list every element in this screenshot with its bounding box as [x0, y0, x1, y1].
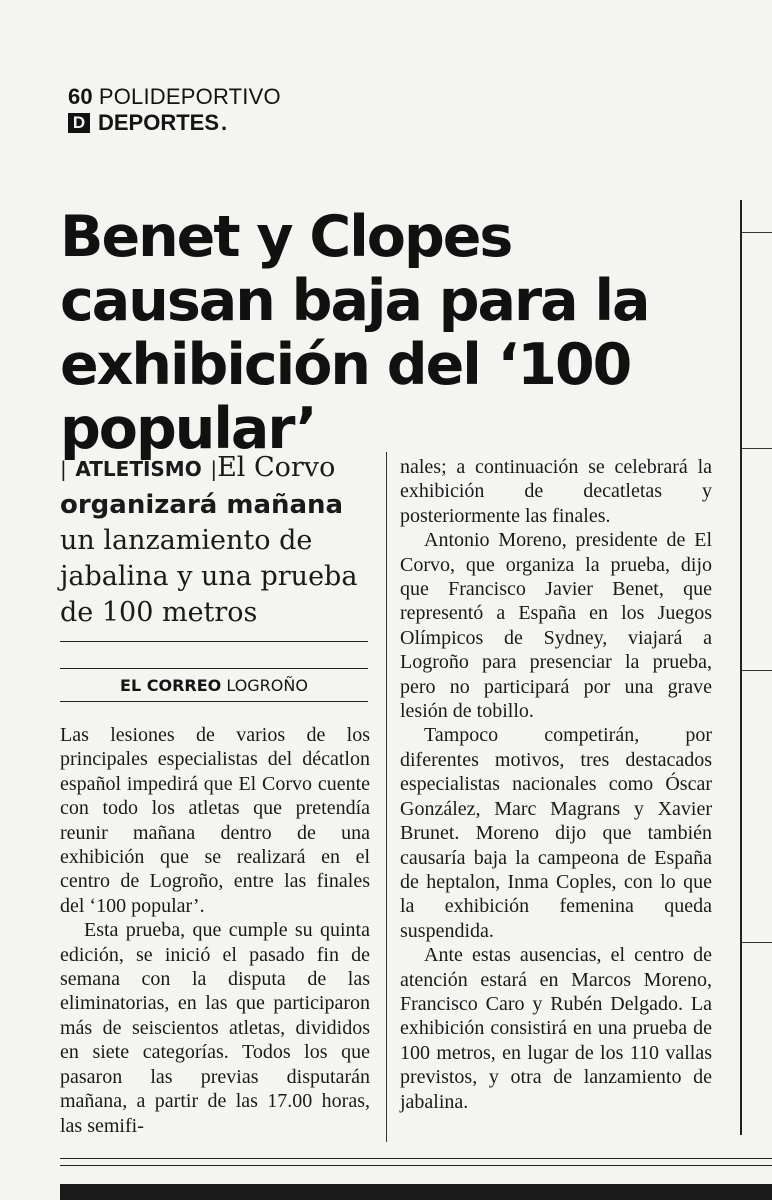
- page-rule: [60, 1165, 772, 1166]
- tag-separator-2: |: [210, 457, 218, 481]
- article-subhead: [60, 450, 375, 631]
- divider: [60, 641, 368, 642]
- section-tag: ATLETISMO: [75, 457, 202, 481]
- subsection-line: [68, 110, 281, 136]
- subsection-name: DEPORTES: [98, 110, 220, 135]
- photo-edge: [60, 1184, 772, 1200]
- adjacent-article-edge: [740, 200, 772, 1135]
- paragraph: Esta prueba, que cumple su quinta edición, se inició el pasado fin de semana con la disputa de las eliminatorias, en las que participaron más de seiscientos atletas, divididos en siete categorías. Todos los que pasaron las previas disputarán mañana, a partir de las 17.00 horas, las semifi-: [60, 919, 370, 1137]
- byline-outlet: EL CORREO: [120, 676, 222, 695]
- paragraph: Antonio Moreno, presidente de El Corvo, que organiza la prueba, dijo que Francisco Javier Benet, que representó a España en los Juegos Olímpicos de Sydney, viajará a Logroño para presenciar la prueba, pero no participará por una grave lesión de tobillo.: [400, 529, 712, 723]
- body-column-2: [400, 455, 712, 1114]
- subhead-bold: organizará mañana: [60, 490, 344, 520]
- divider: [60, 701, 368, 702]
- section-name: POLIDEPORTIVO: [98, 84, 281, 109]
- divider: [742, 448, 772, 449]
- divider: [742, 670, 772, 671]
- paragraph: Ante estas ausencias, el centro de atención estará en Marcos Moreno, Francisco Caro y Rubén Delgado. La exhibición consistirá en una prueba de 100 metros, en lugar de los 110 vallas previstos, y otra de lanzamiento de jabalina.: [400, 944, 712, 1113]
- section-line: [68, 84, 281, 110]
- section-header: [68, 84, 281, 136]
- divider: [60, 668, 368, 669]
- paragraph: Las lesiones de varios de los principales especialistas del décatlon español impedirá que El Corvo cuente con todo los atletas que pretendía reunir mañana dentro de una exhibición que se realizará en el centro de Logroño, entre las finales del ‘100 popular’.: [60, 724, 370, 917]
- paragraph: nales; a continuación se celebrará la exhibición de decatletas y posteriormente las finales.: [400, 456, 712, 527]
- divider: [742, 942, 772, 943]
- byline-location: LOGROÑO: [226, 676, 308, 695]
- paragraph: Tampoco competirán, por diferentes motivos, tres destacados especialistas nacionales como Óscar González, Marc Magrans y Xavier Brunet. Moreno dijo que también causaría baja la campeona de España de heptalon, Inma Coples, con lo que la exhibición femenina queda suspendida.: [400, 724, 712, 942]
- article-headline: Benet y Clopes causan baja para la exhibición del ‘100 popular’: [60, 204, 649, 462]
- page-number: 60: [68, 84, 93, 109]
- page-rule: [60, 1158, 772, 1159]
- byline: [60, 676, 368, 696]
- subsection-dot: .: [221, 110, 228, 135]
- subhead-lead: El Corvo: [217, 452, 336, 483]
- tag-separator: |: [60, 457, 67, 481]
- body-column-1: [60, 723, 370, 1138]
- newspaper-logo-icon: D: [68, 113, 90, 133]
- subhead-rest: un lanzamiento de jabalina y una prueba de 100 metros: [60, 525, 358, 628]
- column-separator: [386, 452, 387, 1142]
- divider: [742, 232, 772, 233]
